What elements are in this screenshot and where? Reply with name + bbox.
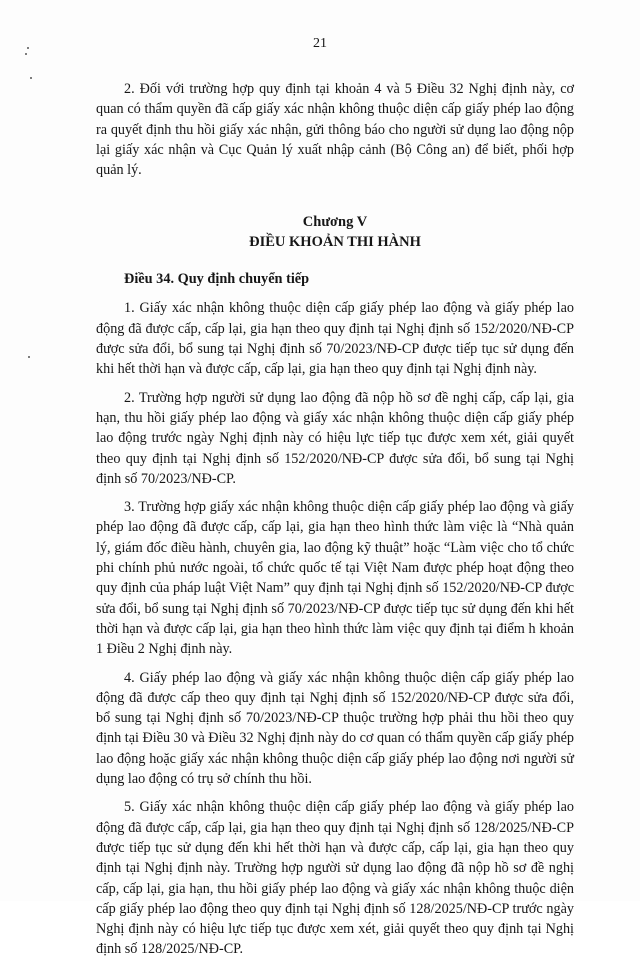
- article-clause-4: 4. Giấy phép lao động và giấy xác nhận không thuộc diện cấp giấy phép lao động đã được cấp theo quy định tại Nghị định số 152/2020/NĐ-CP được sửa đổi, bổ sung tại Nghị định số 70/2023/NĐ-CP thuộc trường hợp phải thu hồi theo quy định tại Điều 30 và Điều 32 Nghị định này do cơ quan có thẩm quyền cấp giấy phép lao động hoặc giấy xác nhận không thuộc diện cấp giấy phép lao động nơi người sử dụng lao động có trụ sở chính thu hồi.: [96, 669, 574, 788]
- chapter-title: ĐIỀU KHOẢN THI HÀNH: [249, 234, 421, 251]
- scan-speck: [25, 53, 27, 55]
- document-body: [96, 79, 574, 968]
- article-clause-3: 3. Trường hợp giấy xác nhận không thuộc diện cấp giấy phép lao động và giấy phép lao động đã được cấp, cấp lại, gia hạn theo hình thức làm việc là “Nhà quản lý, giám đốc điều hành, chuyên gia, lao động kỹ thuật” hoặc “Làm việc cho tổ chức phi chính phủ nước ngoài, tổ chức quốc tế tại Việt Nam được phép hoạt động theo quy định của pháp luật Việt Nam” quy định tại Nghị định số 152/2020/NĐ-CP được sửa đổi, bổ sung tại Nghị định số 70/2023/NĐ-CP được tiếp tục sử dụng đến khi hết thời hạn và được cấp lại, gia hạn theo hình thức làm việc quy định tại điểm h khoản 1 Điều 2 Nghị định này.: [96, 499, 574, 658]
- scan-speck: [28, 356, 30, 358]
- scan-speck: [27, 47, 29, 49]
- page-number: 21: [313, 36, 327, 51]
- scan-speck: [30, 77, 32, 79]
- chapter-heading: [96, 213, 574, 252]
- chapter-label: Chương V: [302, 214, 368, 231]
- article-title: Điều 34. Quy định chuyển tiếp: [124, 271, 310, 288]
- article-clause-5: 5. Giấy xác nhận không thuộc diện cấp giấy phép lao động và giấy phép lao động đã được cấp, cấp lại, gia hạn theo quy định tại Nghị định số 128/2025/NĐ-CP được tiếp tục sử dụng đến khi hết thời hạn và được cấp, cấp lại, gia hạn theo quy định tại Nghị định này. Trường hợp người sử dụng lao động đã nộp hồ sơ đề nghị cấp, cấp lại, gia hạn, thu hồi giấy phép lao động và giấy xác nhận không thuộc diện cấp giấy phép lao động theo quy định tại Nghị định số 128/2025/NĐ-CP trước ngày Nghị định này có hiệu lực tiếp tục được xem xét, giải quyết theo quy định tại Nghị định số 128/2025/NĐ-CP.: [96, 799, 574, 958]
- paragraph-section-2: 2. Đối với trường hợp quy định tại khoản 4 và 5 Điều 32 Nghị định này, cơ quan có thẩm quyền đã cấp giấy xác nhận không thuộc diện cấp giấy phép lao động ra quyết định thu hồi giấy xác nhận, gửi thông báo cho người sử dụng lao động nộp lại giấy xác nhận và Cục Quản lý xuất nhập cảnh (Bộ Công an) để biết, phối hợp quản lý.: [96, 81, 574, 179]
- article-clause-2: 2. Trường hợp người sử dụng lao động đã nộp hồ sơ đề nghị cấp, cấp lại, gia hạn, thu hồi giấy phép lao động và giấy xác nhận không thuộc diện cấp giấy phép lao động trước ngày Nghị định này có hiệu lực tiếp tục được xem xét, giải quyết theo quy định tại Nghị định số 152/2020/NĐ-CP được sửa đổi, bổ sung tại Nghị định số 70/2023/NĐ-CP.: [96, 389, 574, 487]
- article-clause-1: 1. Giấy xác nhận không thuộc diện cấp giấy phép lao động và giấy phép lao động đã được cấp, cấp lại, gia hạn theo quy định tại Nghị định số 152/2020/NĐ-CP được sửa đổi, bổ sung tại Nghị định số 70/2023/NĐ-CP được tiếp tục sử dụng đến khi hết thời hạn và được cấp, cấp lại, gia hạn theo quy định tại Nghị định này.: [96, 300, 574, 378]
